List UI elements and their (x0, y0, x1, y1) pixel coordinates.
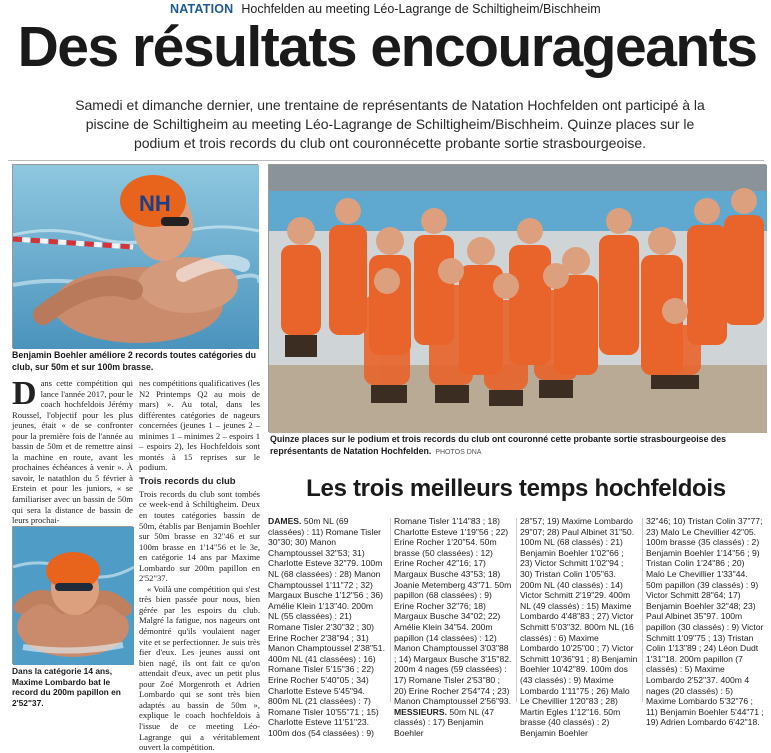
results-col2-tail: 50m NL (47 classés) : 17) Benjamin Boehler (394, 706, 494, 738)
results-col1-text: 50m NL (69 classées) : 11) Romane Tisler 30"30; 30) Manon Champtoussel 32"53; 31) Charlotte Esteve 32"79. 100m NL (68 classées) : 28) Manon Champtoussel 1'11"72 ; 32) Margaux Busche 1'12"56 ; 36) Amélie Klein 1'13"40. 200m NL (55 classées) : 21) Romane Tisler 2'30"32 ; 30) Erine Rocher 2'38"94 ; 31) Manon Champtoussel 2'38"51. 400m NL (41 classées) : 16) Romane Tisler 5'15"36 ; 22) Erine Rocher 5'40"05 ; 34) Charlotte Esteve 5'45"94. 800m NL (21 classées) : 7) Romane Tisler 10'55"71 ; 15) Charlotte Esteve 11'51"23. 100m dos (54 classées) : 9) (268, 516, 385, 738)
dropcap: D (12, 375, 37, 412)
photo-team (268, 164, 766, 432)
photo-boehler (12, 164, 258, 348)
results-col4-text: 32"46; 10) Tristan Colin 37"77; 23) Malo Le Chevillier 42"05. 100m brasse (35 classés) : 2) Benjamin Boehler 1'14"56 ; 9) Tristan Colin 1'24"86 ; 20) Malo Le Chevillier 1'33"44. 50m papillon (39 classés) : 9) Victor Schmitt 28"64; 17) Benjamin Boehler 32"48; 23) Paul Albinet 35"97. 100m papillon (30 classés) : 9) Victor Schmitt 1'09"75 ; 13) Tristan Colin 1'13"89 ; 24) Léon Dudt 1'31"18. 200m papillon (7 classés) : 5) Maxime Lombardo 2'52"37. 400m 4 nages (20 classés) : 5) Maxime Lombardo 5'32"76 ; 11) Benjamin Boehler 5'44"71 ; 19) Adrien Lombardo 6'42"18. (646, 516, 764, 728)
cap-logo-text: NH (139, 191, 171, 216)
article-column-2 (139, 378, 260, 753)
article-col2-para3: « Voilà une compétition qui s'est très bien passée pour nous, bien gérée par les espoirs du club. Malgré la fatigue, nos nageurs ont démontré qu'ils voulaient nager vite et se perfectionner. Je suis très fier d'eux. Les jeunes aussi ont bien nagé, ils ont fait ce qu'on attendait d'eux, avec un petit plus pour Zoé Morgenroth et Adrien Lombardo qui se sont très bien adaptés au bassin de 50m », explique le coach hochfeldois à l'issue de ce meeting Léo-Lagrange qui a véritablement ouvert la compétition. (139, 583, 260, 753)
divider (8, 160, 764, 161)
team-illustration (269, 165, 767, 433)
lead-paragraph: Samedi et dimanche dernier, une trentaine de représentants de Natation Hochfelden ont participé à la piscine de Schiltigheim au meeting Léo-Lagrange de Schiltigheim/Bischheim. Quinze places sur le podium et trois records du club ont couronnécette probante sortie strasbourgeoise. (75, 97, 705, 151)
results-title: Les trois meilleurs temps hochfeldois (306, 475, 726, 502)
results-divider-1 (390, 518, 391, 702)
section-rubric: NATATION (170, 2, 234, 16)
results-column-1 (268, 516, 386, 738)
swimmer-illustration (13, 165, 259, 349)
page-title: Des résultats encourageants (17, 15, 757, 79)
article-column-1 (12, 375, 133, 526)
article-col2-para1: nes compétitions qualificatives (les N2 Printemps Q2 au mois de mars) ». Au total, dans les différentes catégories de nageurs concernées (jeunes 1 – jeunes 2 – minimes 1 – minimes 2 – espoirs 1 – espoirs 2), les Hochfeldois sont montés à 15 reprises sur le podium. (139, 378, 260, 473)
article-col1-text: ans cette compétition qui lance l'année 2017, pour le coach hochfeldois Jérémy Roussel, l'objectif pour les plus jeunes, était « de se confronter pour la première fois de l'année au bassin de 50m et de remettre ainsi la machine en route, avant les prochaines échéances à venir ». À savoir, le natathlon du 5 février à Erstein et pour les juniors, « se familiariser avec un bassin de 50m qui sera la distance de bassin de leurs prochai- (12, 378, 133, 526)
article-col2-para2: Trois records du club sont tombés ce week-end à Schiltigheim. Deux en toutes catégories bassin de 50m, établis par Benjamin Boehler sur 50m brasse en 32"46 et sur 100m brasse en 1'14"56 et le 3e, en catégorie 14 ans par Maxime Lombardo sur 200m papillon en 2'52"37. (139, 488, 260, 584)
caption-team-text: Quinze places sur le podium et trois records du club ont couronné cette probante sortie strasbourgeoise des représentants de Natation Hochfelden. (270, 434, 727, 456)
label-messieurs: MESSIEURS. (394, 706, 448, 717)
caption-team (270, 434, 764, 458)
results-divider-3 (642, 518, 643, 702)
section-heading-records: Trois records du club (139, 475, 236, 487)
label-dames: DAMES. (268, 516, 302, 526)
results-col3-text: 28"57; 19) Maxime Lombardo 29"07; 28) Paul Albinet 31"50. 100m NL (68 classés) : 21) Benjamin Boehler 1'02"66 ; 23) Victor Schmitt 1'02"94 ; 30) Tristan Colin 1'05"63. 200m NL (40 classés) : 14) Victor Schmitt 2'19"29. 400m NL (49 classés) : 15) Maxime Lombardo 4'48"83 ; 27) Victor Schmitt 5'03"32. 800m NL (16 classés) : 6) Maxime Lombardo 10'25"00 ; 7) Victor Schmitt 10'36"91 ; 8) Benjamin Boehler 10'42"89. 100m dos (43 classés) : 9) Maxime Lombardo 1'11"75 ; 26) Malo Le Chevillier 1'20"83 ; 28) Martin Egles 1'12"16. 50m brasse (40 classés) : 2) Benjamin Boehler (520, 516, 638, 738)
caption-lombardo: Dans la catégorie 14 ans, Maxime Lombardo bat le record du 200m papillon en 2'52"37. (12, 666, 121, 708)
kicker-text: Hochfelden au meeting Léo-Lagrange de Schiltigheim/Bischheim (241, 2, 601, 16)
photo-credit: PHOTOS DNA (435, 448, 482, 456)
results-col2-text: Romane Tisler 1'14"83 ; 18) Charlotte Esteve 1'19"56 ; 22) Erine Rocher 1'20"54. 50m brasse (50 classées) : 12) Erine Rocher 42"16; 17) Margaux Busche 43"53; 18) Joanie Metemberg 43"71. 50m papillon (68 classées) : 9) Erine Rocher 32"76; 18) Margaux Busche 34"02; 22) Amélie Klein 34"54. 200m papillon (14 classées) : 12) Manon Champtoussel 3'03"88 ; 14) Margaux Busche 3'15"82. 200m 4 nages (59 classées) : 17) Romane Tisler 2'53"80 ; 20) Erine Rocher 2'54"74 ; 23) Manon Champtoussel 2'56"93. (394, 516, 512, 707)
results-divider-2 (516, 518, 517, 702)
butterfly-swimmer-illustration (13, 527, 134, 665)
caption-boehler: Benjamin Boehler améliore 2 records toutes catégories du club, sur 50m et sur 100m brasse. (12, 350, 256, 372)
results-column-3 (520, 516, 638, 738)
photo-lombardo (12, 526, 133, 664)
results-column-4 (646, 516, 764, 728)
results-column-2 (394, 516, 512, 738)
